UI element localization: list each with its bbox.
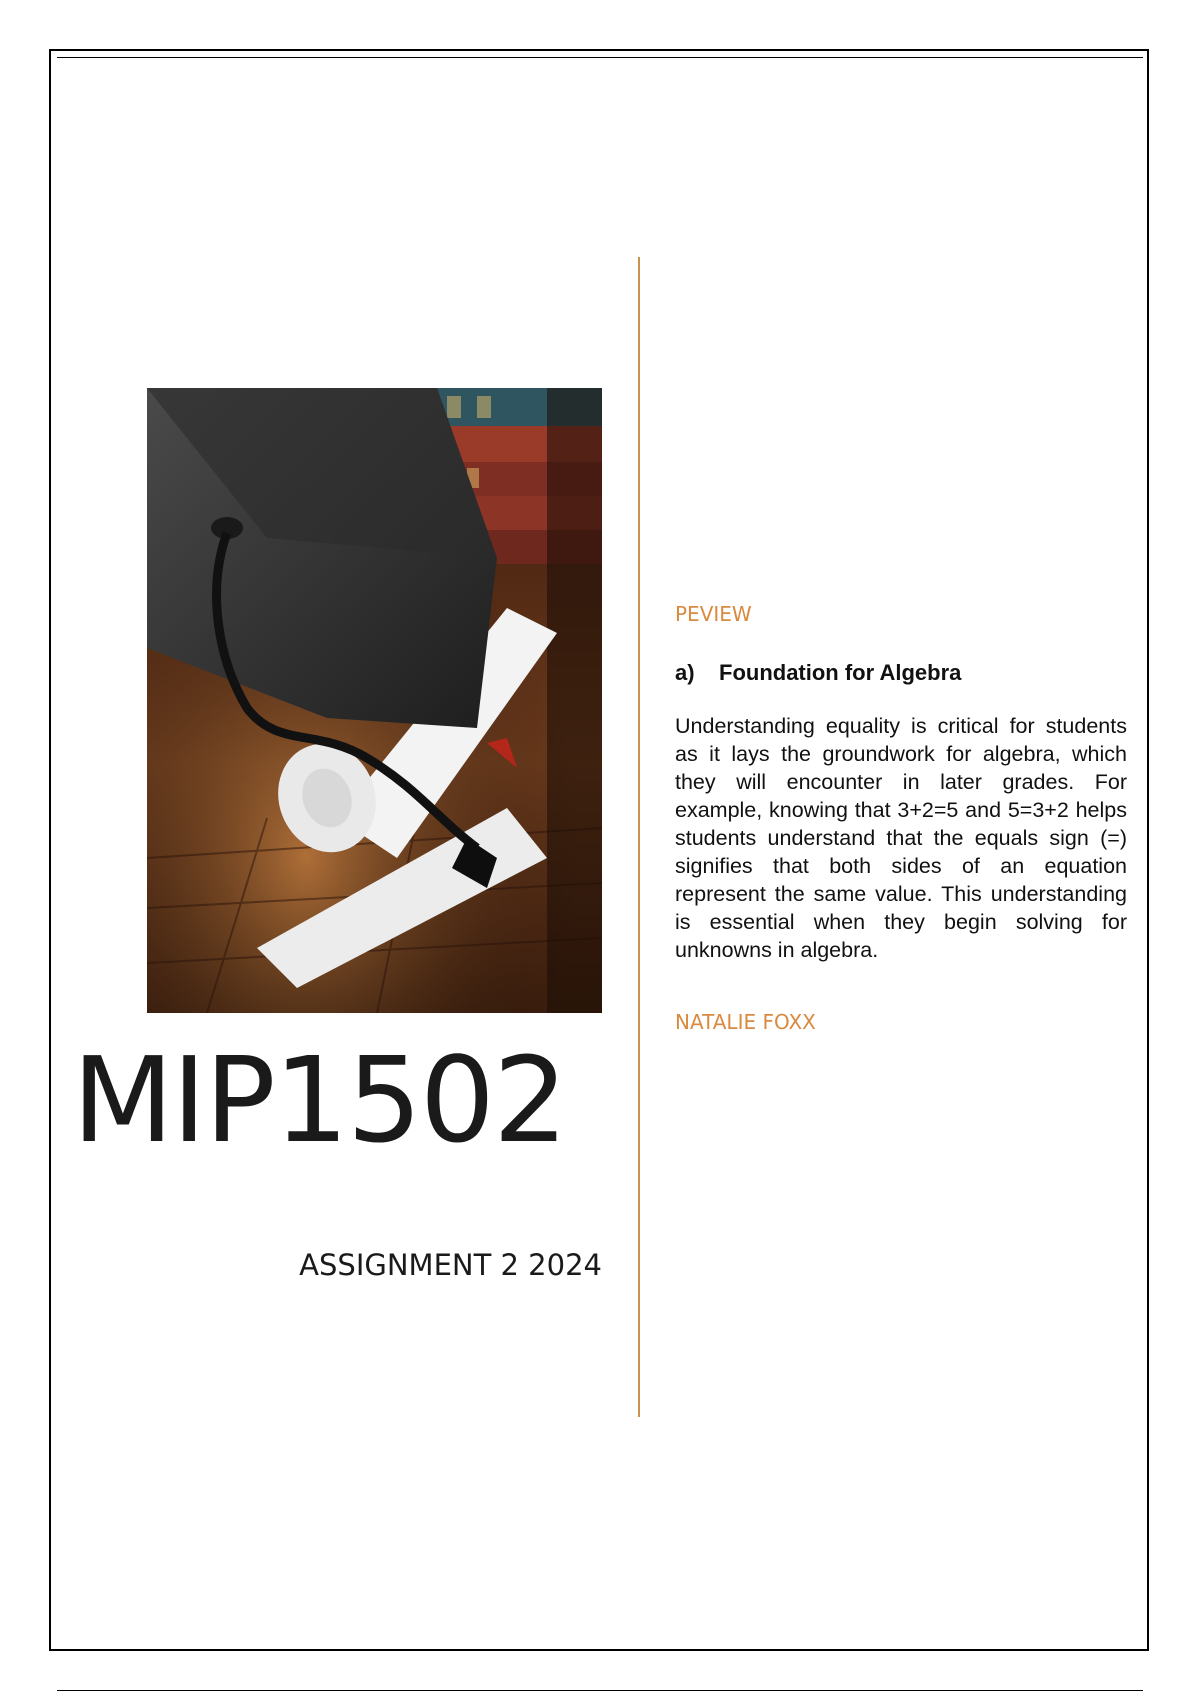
graduation-cap-image	[147, 388, 602, 1013]
body-paragraph: Understanding equality is critical for students as it lays the groundwork for algebra, which they will encounter in later grades. For example, knowing that 3+2=5 and 5=3+2 helps students understand that the equals sign (=) signifies that both sides of an equation represent the same value. This understanding is essential when they begin solving for unknowns in algebra.	[675, 714, 1127, 962]
preview-label: PEVIEW	[675, 602, 752, 626]
bottom-rule	[57, 1690, 1143, 1691]
author-name: NATALIE FOXX	[675, 1010, 816, 1034]
preview-column	[675, 600, 1127, 1036]
assignment-subtitle: ASSIGNMENT 2 2024	[299, 1248, 602, 1282]
column-divider	[638, 257, 640, 1417]
graduation-cap-illustration	[147, 388, 602, 1013]
section-heading	[675, 658, 1127, 688]
course-code-title: MIP1502	[72, 1031, 567, 1169]
top-rule	[57, 57, 1143, 58]
section-marker: a)	[675, 660, 695, 685]
section-title: Foundation for Algebra	[719, 660, 962, 685]
